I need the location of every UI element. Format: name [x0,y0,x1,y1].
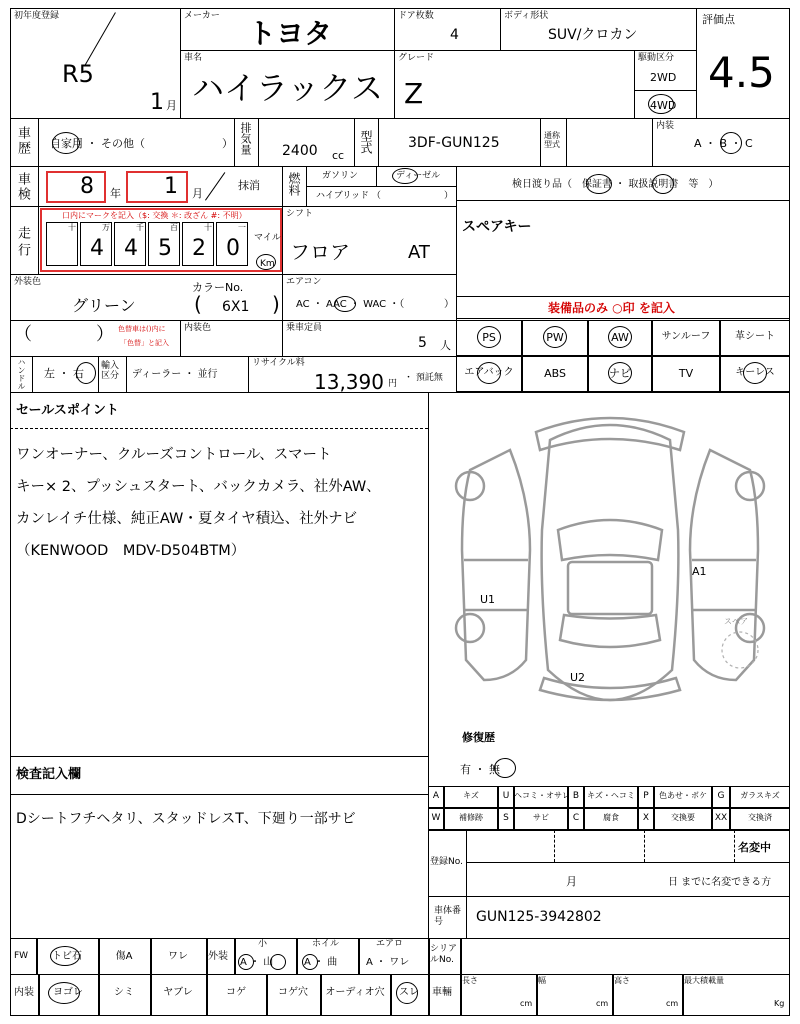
model-label: 型式 [359,130,373,154]
damage-u2: U2 [570,671,586,684]
sales-line: （KENWOOD MDV-D504BTM） [16,543,246,559]
interior-item: スレ [399,987,419,998]
first-reg-month-unit: 月 [166,99,177,112]
legend-desc: キズ・ヘコミ [587,791,635,800]
displacement-unit: cc [332,149,345,162]
aircon: AC ・ AAC ・ WAC ・（ [296,299,405,310]
odometer-digit: 5 [158,236,172,261]
inspection-label: 車検 [15,172,30,202]
inspection-month-box [126,171,188,203]
history-label: 車歴 [15,126,30,156]
legend-desc: 腐食 [603,813,619,822]
interior-grades: A ・ B ・ C [694,137,753,150]
divider [376,166,377,186]
repair-none-circle [494,758,516,778]
legend-code: U [502,791,510,801]
vin-label: 車体番号 [434,906,462,927]
body-type: SUV/クロカン [548,27,638,43]
fuel-label: 燃料 [287,172,301,196]
small-values: A ・ 山 [240,957,274,968]
legend-code: S [503,813,509,823]
handle-right-circle [76,362,96,384]
mile-unit: マイル [254,233,281,243]
divider [378,118,379,166]
divider [466,830,467,896]
handle: 左 ・ 右 [44,367,84,380]
legend-code: A [432,791,440,801]
legend-desc: 交換済 [748,813,772,822]
divider [10,274,456,275]
interior-color-label: 内装色 [184,323,212,333]
transmission: AT [408,242,430,263]
fuel-hybrid-close: ） [444,191,454,201]
first-reg-era: R5 [62,60,94,88]
dimension-label: 最大積載量 [684,976,724,985]
dimension-unit: cm [666,999,679,1008]
divider [296,938,298,974]
score-label: 評価点 [702,13,735,26]
divider [540,118,541,166]
repair-label: 修復歴 [462,731,495,744]
name-label: 車名 [184,53,203,63]
damage-a1: A1 [692,565,707,578]
aircon-close: ） [444,299,454,310]
legend-code: XX [714,813,728,823]
dimension-label: 長さ [462,976,478,985]
aero-values: A ・ ワレ [366,957,410,968]
divider [234,118,235,166]
legend-desc: ヘコミ・オサレ [514,791,570,800]
sales-label: セールスポイント [16,403,119,418]
interior-item: ヨゴレ [53,987,83,998]
divider [466,896,467,938]
divider [652,118,653,166]
maker: トヨタ [248,17,333,50]
divider [10,428,428,429]
cancelled: 抹消 [238,179,260,192]
color-no-label: カラーNo. [192,281,244,294]
interior-item-circle [396,982,418,1004]
equipment-circle [608,326,632,348]
capacity: 5 [418,335,427,351]
interior-item: コゲ [226,987,246,998]
km-circle [256,254,276,270]
recolor-note-2: 「色替」と記入 [120,339,169,347]
damage-u1: U1 [480,593,496,606]
exterior-color-label: 外装色 [14,277,42,287]
wheel-a-circle [302,954,318,970]
wheel-label: ホイル [312,939,340,949]
recycle-status: ・ 預託無 [404,373,443,383]
legend-code: X [642,813,650,823]
car-left-side [462,450,530,680]
divider [500,8,501,50]
divider [180,8,181,118]
equipment-item: PS [482,331,496,344]
legend-code: G [717,791,725,801]
docs-warranty-circle [586,174,612,194]
equip-header: 装備品のみ ○印 を記入 [548,301,675,315]
registration-label: 登録No. [430,857,463,867]
divider [394,8,395,118]
doors: 4 [450,27,459,43]
aircon-label: エアコン [286,277,322,287]
common-label: 通称型式 [544,131,560,149]
divider [10,118,790,119]
divider [306,186,456,187]
divider [634,50,635,118]
equipment-circle [743,362,767,384]
divider [354,118,355,166]
shift: フロア [290,240,350,264]
fw-item-circle [50,946,80,966]
divider [38,166,39,206]
spare-key: スペアキー [462,219,532,235]
docs: 検日渡り品（ 保証書 ・ 取扱説明書 等 ） [512,179,719,190]
odometer-unit: 百 [170,223,178,232]
wheel-front-right [736,472,764,500]
legend-code: P [643,791,649,801]
divider [10,392,790,393]
mileage-note: 口内にマークを記入（$: 交換 ＊: 改ざん #: 不明） [62,211,247,220]
equipment-item: ナビ [609,367,631,380]
equipment-item: PW [546,331,564,344]
recycle-label: リサイクル料 [252,358,305,368]
divider [456,200,790,201]
car-windshield [558,520,662,560]
equipment-circle [608,362,632,384]
first-reg-month: 1 [150,90,164,115]
recycle-fee: 13,390 [314,370,384,394]
docs-manual-circle [652,174,674,194]
divider [644,830,645,862]
divider [126,356,127,392]
usage-close: ） [222,137,233,150]
legend-desc: 色あせ・ボケ [659,791,707,800]
legend-desc: キズ [463,791,479,800]
displacement: 2400 [282,143,318,159]
small-yama-circle [270,954,286,970]
divider [10,974,790,975]
divider [10,756,428,757]
wheel-values: A ・ 曲 [304,957,338,968]
divider [180,50,696,51]
divider [10,206,456,207]
import-label: 輸入区分 [101,361,120,381]
divider [696,8,697,118]
odometer-digit: 4 [90,236,104,261]
equipment-circle [543,326,567,348]
legend-code: C [572,813,580,823]
car-roof [568,562,652,614]
shift-label: シフト [286,209,314,219]
divider [456,318,790,319]
maker-label: メーカー [184,11,220,21]
fw-item: 傷A [115,951,133,962]
grade: Z [404,77,424,110]
repair-value: 有 ・ 無 [460,763,500,776]
divider [460,938,462,974]
equipment-item: AW [611,331,629,344]
odometer-unit: 千 [136,223,144,232]
divider [734,830,735,862]
divider [32,356,33,392]
divider [428,392,429,938]
dimension-unit: cm [520,999,533,1008]
dimension-unit: cm [596,999,609,1008]
fuel-gasoline: ガソリン [322,171,359,181]
interior-item-circle [48,982,80,1004]
divider [566,118,567,166]
drive-4wd: 4WD [650,99,677,112]
usage: 自家用 ・ その他（ [50,137,145,150]
legend-code: W [431,813,441,823]
inspection-notes-label: 検査記入欄 [16,767,82,782]
exterior-color: グリーン [72,296,136,315]
divider [428,896,790,897]
capacity-label: 乗車定員 [286,323,323,333]
equipment-item: ABS [544,367,566,380]
odometer-digit: 4 [124,236,138,261]
divider [358,938,360,974]
equipment-item: エアバック [464,367,514,378]
aero-label: エアロ [376,939,404,949]
equipment-item: TV [678,367,694,380]
body-label: ボディ形状 [504,11,549,21]
recolor-note-1: 色替車は()内に [118,325,166,333]
wheel-rear-left [456,614,484,642]
registration-day: 日 までに名変できる方 [668,877,772,888]
equipment-circle [477,326,501,348]
aircon-aac-circle [334,296,356,312]
divider [428,830,790,831]
name-change: 名変中 [738,841,771,854]
fuel-diesel: ディーゼル [396,171,441,181]
divider [282,320,283,356]
odometer-digit: 2 [192,236,206,261]
drive-4wd-circle [648,94,677,114]
displacement-label: 排気量 [239,122,252,155]
interior-item: ヤブレ [163,987,193,998]
spare-label: スペア [724,617,748,626]
drive-2wd: 2WD [650,71,677,84]
divider [248,356,249,392]
divider [10,166,790,167]
first-reg-label: 初年度登録 [14,11,60,21]
paren-close: ） [96,324,114,345]
capacity-unit: 人 [440,339,451,352]
divider [10,320,456,321]
interior-item: シミ [114,987,134,998]
dimension-unit: Kg [774,999,785,1008]
divider [634,90,696,91]
divider [456,296,790,297]
divider [282,166,283,206]
rear-bumper [540,678,680,700]
small-label: 小 [258,939,268,949]
interior-item: コゲ穴 [278,987,308,998]
fuel-hybrid: ハイブリッド （ [316,191,381,201]
divider [180,320,181,356]
grade-label: グレード [398,53,435,63]
color-no: 6X1 [222,299,250,315]
color-paren: ) [272,292,280,316]
divider [38,118,39,166]
legend-desc: 交換要 [671,813,695,822]
fw-item: トビ石 [52,951,82,962]
equipment-circle [477,362,501,384]
legend-desc: 補修跡 [459,813,483,822]
interior-item: オーディオ穴 [325,987,385,998]
registration-month: 月 [566,875,577,888]
divider [258,118,259,166]
legend-desc: ガラスキズ [740,791,780,800]
inspection-month-unit: 月 [192,187,203,200]
exterior-label: 外装 [208,951,228,962]
interior-label: 内装 [14,987,34,998]
import: ディーラー ・ 並行 [132,369,218,380]
equipment-item: サンルーフ [661,331,711,342]
sales-line: カンレイチ仕様、純正AW・夏タイヤ積込、社外ナビ [16,511,358,527]
legend-code: B [572,791,580,801]
fw-label: FW [14,951,29,961]
divider [98,356,99,392]
fw-item: ワレ [168,951,188,962]
equipment-item: キーレス [735,367,775,378]
fuel-diesel-circle [392,168,418,184]
color-paren: ( [194,292,202,316]
score: 4.5 [708,48,775,97]
paren-open: （ [14,324,32,345]
recycle-unit: 円 [388,379,398,389]
handle-label: ハンドル [17,358,26,390]
mileage-label: 走行 [15,226,30,260]
divider [10,794,428,795]
divider [282,206,283,274]
divider [38,206,39,274]
odometer-digit: 0 [226,236,240,261]
odometer-unit: 十 [68,223,76,232]
sales-line: キー× 2、プッシュスタート、バックカメラ、社外AW、 [16,479,381,495]
interior-grade-circle [720,132,742,154]
divider [466,862,790,863]
drive-label: 駆動区分 [638,53,675,63]
inspection-month: 1 [164,174,178,199]
dimension-label: 高さ [614,976,630,985]
divider [234,938,236,974]
car-name: ハイラックス [192,69,384,107]
inspection-year-unit: 年 [110,187,121,200]
vin: GUN125-3942802 [476,909,602,925]
dimension-label: 幅 [538,976,546,985]
serial-label: シリアルNo. [430,944,458,965]
inspection-notes: Dシートフチヘタリ、スタッドレスT、下廻り一部サビ [16,811,356,827]
odometer-unit: 万 [102,223,110,232]
usage-circle [52,132,80,154]
car-rear-window [560,615,660,647]
interior-grade-label: 内装 [656,121,675,131]
vehicle-damage-diagram [440,410,780,720]
model: 3DF-GUN125 [408,135,500,151]
legend-desc: サビ [533,813,549,822]
odometer-unit: 一 [238,223,246,232]
odometer-unit: 十 [204,223,212,232]
sales-line: ワンオーナー、クルーズコントロール、スマート [16,447,332,463]
equipment-item: 革シート [735,331,775,342]
doors-label: ドア枚数 [398,11,434,21]
km-unit: Km [260,259,275,269]
divider [554,830,555,862]
dims-label: 車輛 [432,987,452,998]
wheel-front-left [456,472,484,500]
inspection-year-box [46,171,106,203]
small-a-circle [238,954,254,970]
inspection-year: 8 [80,174,94,199]
divider [282,274,283,320]
front-bumper [536,418,684,450]
